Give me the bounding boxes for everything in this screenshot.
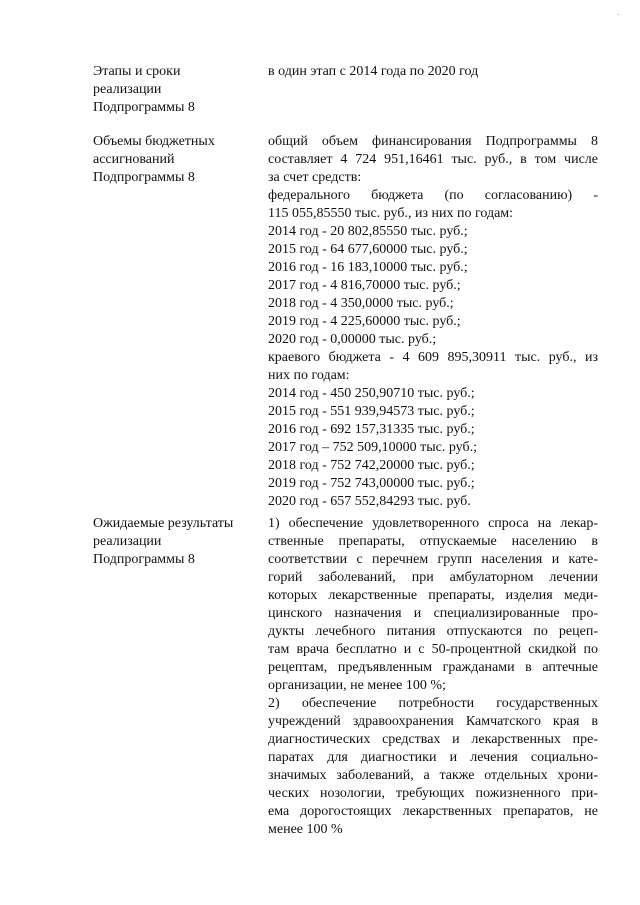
content-line: значимых заболеваний, а также отдельных хрони-	[268, 768, 598, 783]
content-line: соответствии с перечнем групп населения и кате-	[268, 552, 598, 567]
content-line: 2017 год – 752 509,10000 тыс. руб.;	[268, 440, 477, 455]
content-line: 2020 год - 657 552,84293 тыс. руб.	[268, 494, 471, 509]
content-line: за счет средств:	[268, 170, 362, 185]
content-line: цинского назначения и специализированные про-	[268, 606, 598, 621]
content-line: 2018 год - 752 742,20000 тыс. руб.;	[268, 458, 475, 473]
label-line: Ожидаемые результаты	[93, 516, 234, 531]
content-line: в один этап с 2014 года по 2020 год	[268, 64, 479, 79]
content-line: 2015 год - 64 677,60000 тыс. руб.;	[268, 242, 468, 257]
content-line: ема дорогостоящих лекарственных препаратов, не	[268, 804, 598, 819]
content-line: горий заболеваний, при амбулаторном лечении	[268, 570, 598, 585]
content-line: диагностических средствах и лекарственных пре-	[268, 732, 598, 747]
content-line: ственные препараты, отпускаемые населению в	[268, 534, 598, 549]
content-line: дукты лечебного питания отпускаются по рецеп-	[268, 624, 598, 639]
content-line: 2020 год - 0,00000 тыс. руб.;	[268, 332, 437, 347]
content-line: 2019 год - 752 743,00000 тыс. руб.;	[268, 476, 475, 491]
content-line: менее 100 %	[268, 822, 343, 837]
label-line: Объемы бюджетных	[93, 134, 215, 149]
content-line: 2017 год - 4 816,70000 тыс. руб.;	[268, 278, 461, 293]
content-line: которых лекарственные препараты, изделия меди-	[268, 588, 598, 603]
label-line: реализации	[93, 534, 162, 549]
content-line: 2016 год - 692 157,31335 тыс. руб.;	[268, 422, 475, 437]
section-label	[93, 515, 253, 569]
section-content	[268, 515, 598, 839]
content-line: учреждений здравоохранения Камчатского края в	[268, 714, 598, 729]
label-line: ассигнований	[93, 152, 175, 167]
section-content	[268, 63, 598, 81]
label-line: Подпрограммы 8	[93, 552, 195, 567]
content-line: там врача бесплатно и с 50-процентной скидкой по	[268, 642, 598, 657]
label-line: Подпрограммы 8	[93, 100, 195, 115]
content-line: 2) обеспечение потребности государственных	[268, 696, 598, 711]
content-line: 2019 год - 4 225,60000 тыс. руб.;	[268, 314, 461, 329]
content-line: общий объем финансирования Подпрограммы 8	[268, 134, 598, 149]
content-line: составляет 4 724 951,16461 тыс. руб., в том числе	[268, 152, 598, 167]
content-line: 1) обеспечение удовлетворенного спроса на лекар-	[268, 516, 598, 531]
content-line: организации, не менее 100 %;	[268, 678, 446, 693]
content-line: 115 055,85550 тыс. руб., из них по годам:	[268, 206, 514, 221]
content-line: паратах для диагностики и лечения социально-	[268, 750, 598, 765]
label-line: Этапы и сроки	[93, 64, 181, 79]
content-line: ческих нозологии, требующих пожизненного при-	[268, 786, 598, 801]
section-label	[93, 133, 253, 187]
content-line: 2016 год - 16 183,10000 тыс. руб.;	[268, 260, 468, 275]
content-line: краевого бюджета - 4 609 895,30911 тыс. руб., из	[268, 350, 598, 365]
section-content	[268, 133, 598, 511]
content-line: них по годам:	[268, 368, 350, 383]
content-line: 2014 год - 450 250,90710 тыс. руб.;	[268, 386, 475, 401]
section-label	[93, 63, 253, 117]
scan-speck	[618, 14, 619, 15]
label-line: Подпрограммы 8	[93, 170, 195, 185]
content-line: рецептам, предъявленным гражданами в аптечные	[268, 660, 598, 675]
content-line: 2014 год - 20 802,85550 тыс. руб.;	[268, 224, 468, 239]
content-line: 2018 год - 4 350,0000 тыс. руб.;	[268, 296, 454, 311]
content-line: федерального бюджета (по согласованию) -	[268, 188, 598, 203]
content-line: 2015 год - 551 939,94573 тыс. руб.;	[268, 404, 475, 419]
label-line: реализации	[93, 82, 162, 97]
